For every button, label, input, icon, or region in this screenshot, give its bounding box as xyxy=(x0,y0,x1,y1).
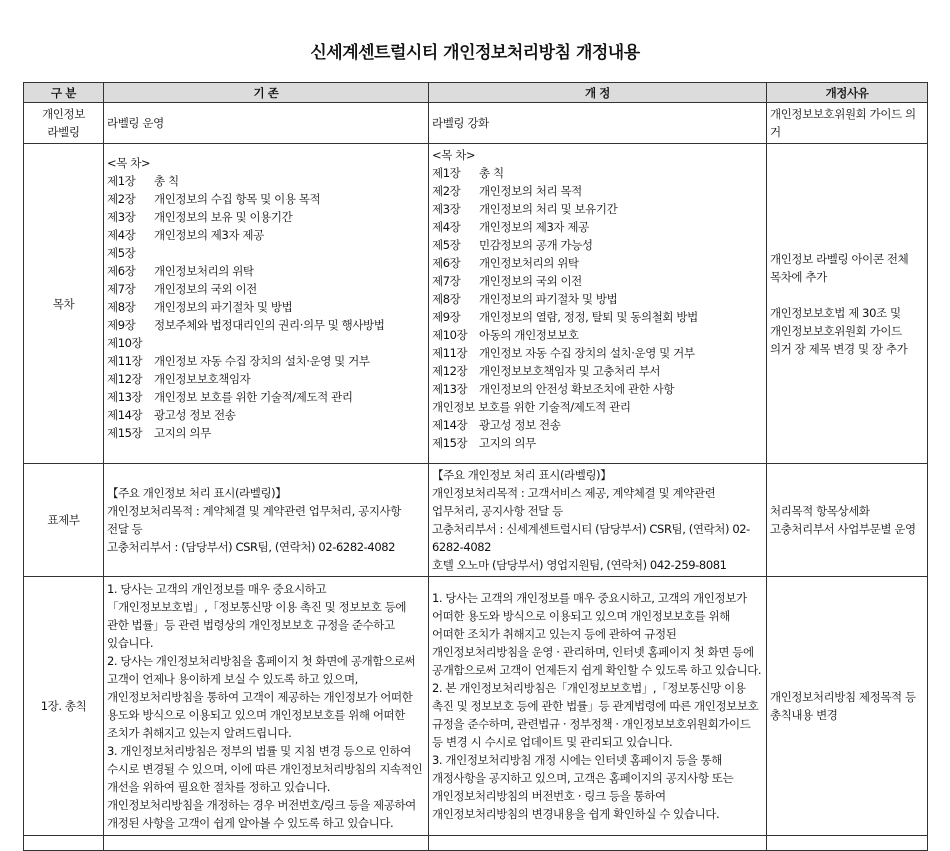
category-cell: 목차 xyxy=(24,144,104,464)
reason-text: 개인정보 라벨링 아이콘 전체 목차에 추가 xyxy=(770,251,909,284)
table-row-chapter1 xyxy=(24,577,928,836)
after-cell xyxy=(429,144,767,464)
reason-cell: 개인정보보호위원회 가이드 의거 xyxy=(767,103,928,144)
toc-item-number: 제6장 xyxy=(432,256,461,270)
paras-after xyxy=(432,589,763,823)
text-line: 개인정보처리목적 : 고객서비스 제공, 계약체결 및 계약관련 업무처리, 공지사항 전달 등 xyxy=(432,486,716,518)
after-cell xyxy=(429,464,767,577)
toc-item-text: 개인정보처리의 위탁 xyxy=(154,264,254,278)
toc-item-number: 제5장 xyxy=(107,246,136,260)
toc-item-number: 제1장 xyxy=(107,174,136,188)
toc-item-number: 제4장 xyxy=(432,220,461,234)
toc-list-before xyxy=(107,172,425,442)
toc-item-number: 제12장 xyxy=(432,364,468,378)
header-after: 개 정 xyxy=(429,83,767,103)
toc-item xyxy=(432,236,763,254)
toc-item-text: 총 칙 xyxy=(154,174,179,188)
paragraph: 2. 본 개인정보처리방침은「개인정보보호법」,「정보통신망 이용 촉진 및 정보보호 등에 관한 법률」등 관계법령에 따른 개인정보보호 규정을 준수하며, 관련법규 · 정부정책 · 개인정보보호위원회가이드 등 변경 시 수시로 업데이트 및 관리되고 있습니다. xyxy=(432,681,759,749)
toc-item-text: 개인정보의 처리 및 보유기간 xyxy=(479,202,618,216)
toc-item xyxy=(107,388,425,406)
header-category: 구 분 xyxy=(24,83,104,103)
toc-item xyxy=(107,406,425,424)
reason-cell xyxy=(767,144,928,464)
toc-item xyxy=(432,326,763,344)
toc-item xyxy=(432,254,763,272)
table-row-next xyxy=(24,836,928,851)
label-lines-before xyxy=(107,484,425,556)
toc-item-number: 제13장 xyxy=(432,382,468,396)
toc-item-text: 개인정보의 파기절차 및 방법 xyxy=(154,300,293,314)
toc-item-text: 개인정보의 처리 목적 xyxy=(479,184,582,198)
toc-item-number: 제2장 xyxy=(432,184,461,198)
category-cell: 표제부 xyxy=(24,464,104,577)
toc-item-text: 개인정보의 제3자 제공 xyxy=(154,228,264,242)
toc-item-text: 정보주체와 법정대리인의 권리·의무 및 행사방법 xyxy=(154,318,385,332)
text-line: 【주요 개인정보 처리 표시(라벨링)】 xyxy=(107,486,287,500)
toc-item-number: 제9장 xyxy=(107,318,136,332)
before-cell xyxy=(104,577,429,836)
toc-item-text: 개인정보보호책임자 및 고충처리 부서 xyxy=(479,364,661,378)
toc-item xyxy=(432,434,763,452)
toc-item xyxy=(107,334,425,352)
header-reason: 개정사유 xyxy=(767,83,928,103)
toc-item xyxy=(432,398,763,416)
toc-item-number: 제3장 xyxy=(107,210,136,224)
toc-item-number: 제14장 xyxy=(432,418,468,432)
toc-item-text: 개인정보 자동 수집 장치의 설치·운영 및 거부 xyxy=(479,346,695,360)
toc-item-number: 제11장 xyxy=(432,346,468,360)
toc-item-number: 제9장 xyxy=(432,310,461,324)
table-header-row xyxy=(24,83,928,103)
toc-item xyxy=(107,244,425,262)
toc-item xyxy=(107,370,425,388)
toc-item-number: 제15장 xyxy=(432,436,468,450)
revision-table xyxy=(23,82,928,851)
toc-item-text: 개인정보의 파기절차 및 방법 xyxy=(479,292,618,306)
toc-item xyxy=(432,182,763,200)
toc-item-text: 개인정보처리의 위탁 xyxy=(479,256,579,270)
after-cell xyxy=(429,577,767,836)
toc-item-number: 제10장 xyxy=(432,328,468,342)
toc-item-text: 광고성 정보 전송 xyxy=(154,408,236,422)
toc-item-number: 제4장 xyxy=(107,228,136,242)
toc-item-number: 제8장 xyxy=(107,300,136,314)
toc-item xyxy=(432,362,763,380)
text-line: 개인정보처리목적 : 계약체결 및 계약관련 업무처리, 공지사항 전달 등 xyxy=(107,504,401,536)
after-cell: 라벨링 강화 xyxy=(429,103,767,144)
toc-item-text: 개인정보의 안전성 확보조치에 관한 사항 xyxy=(479,382,675,396)
toc-item xyxy=(432,218,763,236)
table-row-label-display xyxy=(24,464,928,577)
toc-item-text: 개인정보의 국외 이전 xyxy=(479,274,582,288)
toc-item xyxy=(432,272,763,290)
toc-item xyxy=(107,190,425,208)
paras-before xyxy=(107,580,425,832)
paragraph: 1. 당사는 고객의 개인정보를 매우 중요시하고, 고객의 개인정보가 어떠한 용도와 방식으로 이용되고 있으며 개인정보보호를 위해 어떠한 조치가 취해지고 있는지 등에 관하여 규정된 개인정보처리방침을 운영 · 관리하며, 인터넷 홈페이지 첫 화면 등에 공개함으로써 고객이 언제든지 쉽게 확인할 수 있도록 하고 있습니다. xyxy=(432,591,762,677)
toc-item-number: 제14장 xyxy=(107,408,143,422)
toc-item-number: 제10장 xyxy=(107,336,143,350)
table-row-labeling xyxy=(24,103,928,144)
toc-item xyxy=(432,308,763,326)
toc-item xyxy=(107,208,425,226)
toc-item-text: 민감정보의 공개 가능성 xyxy=(479,238,593,252)
toc-item xyxy=(432,380,763,398)
toc-item-text: 아동의 개인정보보호 xyxy=(479,328,579,342)
toc-item xyxy=(432,164,763,182)
toc-item-text: 개인정보의 제3자 제공 xyxy=(479,220,589,234)
toc-item xyxy=(107,316,425,334)
toc-item xyxy=(107,424,425,442)
reason-text: 개인정보보호법 제 30조 및 개인정보보호위원회 가이드 의거 장 제목 변경 및 장 추가 xyxy=(770,305,908,356)
toc-item-text: 개인정보 보호를 위한 기술적/제도적 관리 xyxy=(154,390,353,404)
toc-item-text: 고지의 의무 xyxy=(479,436,536,450)
toc-item-text: 광고성 정보 전송 xyxy=(479,418,561,432)
toc-item-text: 고지의 의무 xyxy=(154,426,211,440)
header-before: 기 존 xyxy=(104,83,429,103)
toc-item xyxy=(107,262,425,280)
toc-item-text: 개인정보의 국외 이전 xyxy=(154,282,257,296)
toc-item-number: 제13장 xyxy=(107,390,143,404)
page-title: 신세계센트럴시티 개인정보처리방침 개정내용 xyxy=(310,43,640,63)
text-line: 고충처리부서 : (담당부서) CSR팀, (연락처) 02-6282-4082 xyxy=(107,540,396,554)
toc-item-number: 제7장 xyxy=(107,282,136,296)
toc-item-number: 제7장 xyxy=(432,274,461,288)
table-row-toc xyxy=(24,144,928,464)
text-line: 【주요 개인정보 처리 표시(라벨링)】 xyxy=(432,468,612,482)
category-cell: 1장. 총칙 xyxy=(24,577,104,836)
toc-item-number: 제1장 xyxy=(432,166,461,180)
toc-item xyxy=(107,352,425,370)
before-cell xyxy=(104,144,429,464)
before-cell: 라벨링 운영 xyxy=(104,103,429,144)
text-line: 고충처리부서 : 신세계센트럴시티 (담당부서) CSR팀, (연락처) 02-6282-4082 xyxy=(432,522,750,554)
toc-item-number: 제8장 xyxy=(432,292,461,306)
paragraph: 3. 개인정보처리방침 개정 시에는 인터넷 홈페이지 등을 통해 개정사항을 공지하고 있으며, 고객은 홈페이지의 공지사항 또는 개인정보처리방침의 버전번호 · 링크 등을 통하여 개인정보처리방침의 변경내용을 쉽게 확인하실 수 있습니다. xyxy=(432,753,734,821)
toc-item xyxy=(107,226,425,244)
paragraph: 1. 당사는 고객의 개인정보를 매우 중요시하고「개인정보보호법」,「정보통신망 이용 촉진 및 정보보호 등에 관한 법률」등 관련 법령상의 개인정보보호 규정을 준수하고 있습니다. xyxy=(107,582,407,650)
toc-item-text: 개인정보 보호를 위한 기술적/제도적 관리 xyxy=(432,400,631,414)
toc-item xyxy=(107,298,425,316)
toc-item xyxy=(432,200,763,218)
toc-item-text: 개인정보보호책임자 xyxy=(154,372,251,386)
before-cell xyxy=(104,464,429,577)
toc-item xyxy=(432,290,763,308)
toc-item-text: 개인정보 자동 수집 장치의 설치·운영 및 거부 xyxy=(154,354,370,368)
category-cell: 개인정보 라벨링 xyxy=(24,103,104,144)
toc-item-number: 제12장 xyxy=(107,372,143,386)
toc-title: <목 차> xyxy=(432,148,476,162)
toc-item-number: 제3장 xyxy=(432,202,461,216)
label-lines-after xyxy=(432,466,763,574)
paragraph: 3. 개인정보처리방침은 정부의 법률 및 지침 변경 등으로 인하여 수시로 변경될 수 있으며, 이에 따른 개인정보처리방침의 지속적인 개선을 위하여 필요한 절차를 정하고 있습니다. 개인정보처리방침을 개정하는 경우 버전번호/링크 등을 제공하여 개정된 사항을 고객이 쉽게 알아볼 수 있도록 하고 있습니다. xyxy=(107,744,423,830)
toc-item-number: 제6장 xyxy=(107,264,136,278)
paragraph: 2. 당사는 개인정보처리방침을 홈페이지 첫 화면에 공개함으로써 고객이 언제나 용이하게 보실 수 있도록 하고 있으며, 개인정보처리방침을 통하여 고객이 제공하는 개인정보가 어떠한 용도와 방식으로 이용되고 있으며 개인정보보호를 위해 어떠한 조치가 취해지고 있는지 알려드립니다. xyxy=(107,654,416,740)
toc-item xyxy=(432,344,763,362)
reason-cell: 개인정보처리방침 제정목적 등 총칙내용 변경 xyxy=(767,577,928,836)
toc-item-text: 총 칙 xyxy=(479,166,504,180)
text-line: 호텔 오노마 (담당부서) 영업지원팀, (연락처) 042-259-8081 xyxy=(432,558,727,572)
toc-title: <목 차> xyxy=(107,156,151,170)
toc-item-number: 제2장 xyxy=(107,192,136,206)
toc-item-number: 제15장 xyxy=(107,426,143,440)
toc-item-number: 제11장 xyxy=(107,354,143,368)
toc-item xyxy=(107,280,425,298)
toc-item xyxy=(107,172,425,190)
toc-list-after xyxy=(432,164,763,452)
toc-item-text: 개인정보의 열람, 정정, 탈퇴 및 동의철회 방법 xyxy=(479,310,698,324)
toc-item-number: 제5장 xyxy=(432,238,461,252)
toc-item xyxy=(432,416,763,434)
reason-cell: 처리목적 항목상세화 고충처리부서 사업부문별 운영 xyxy=(767,464,928,577)
toc-item-text: 개인정보의 보유 및 이용기간 xyxy=(154,210,293,224)
toc-item-text: 개인정보의 수집 항목 및 이용 목적 xyxy=(154,192,321,206)
